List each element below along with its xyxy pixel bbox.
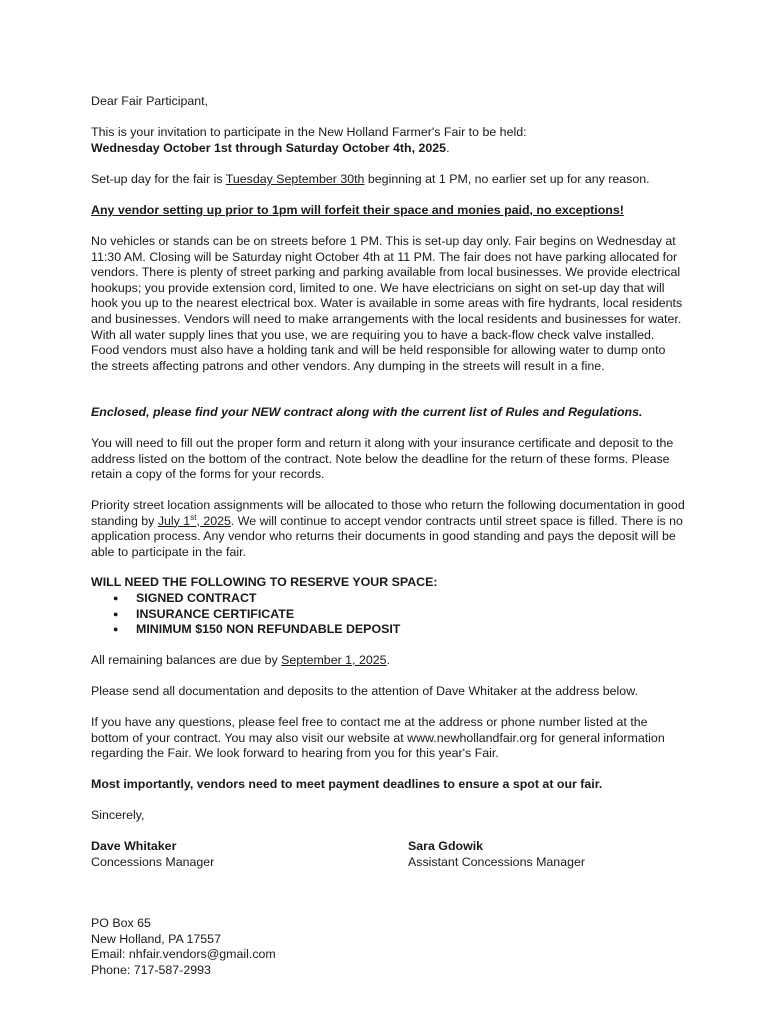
rules-paragraph: No vehicles or stands can be on streets before 1 PM. This is set-up day only. Fair begins on Wednesday at 11:30 AM. Closing will be Saturday night October 4th at 11 PM. The fair does not have parking allocated for vendors. There is plenty of street parking and parking available from local businesses. We provide electrical hookups; you provide extension cord, limited to one. We have electricians on sight on set-up day that will hook you up to the nearest electrical box. Water is available in some areas with fire hydrants, local residents and businesses. Vendors will need to make arrangements with the local residents and businesses for water. With all water supply lines that you use, we are requiring you to have a back-flow check valve installed. Food vendors must also have a holding tank and will be held responsible for allowing water to dump onto the streets affecting patrons and other vendors. Any dumping in the streets will result in a fine. [91,234,683,373]
reserve-heading: WILL NEED THE FOLLOWING TO RESERVE YOUR SPACE: [91,575,438,589]
contact-email: Email: nhfair.vendors@gmail.com [91,947,276,962]
intro-text: This is your invitation to participate in the New Holland Farmer's Fair to be held: [91,125,527,139]
send-documents: Please send all documentation and deposits to the attention of Dave Whitaker at the address below. [91,684,638,698]
priority-date-sup: st [190,512,197,522]
signature-block-right [408,839,585,870]
balance-date: September 1, 2025 [281,653,387,667]
po-box: PO Box 65 [91,916,151,930]
priority-pre: Priority street location assignments will be allocated to those who return the following documentation in good standing by [91,498,685,528]
signer-title: Concessions Manager [91,854,215,869]
contact-phone: Phone: 717-587-2993 [91,962,211,977]
balance-due-line [91,653,686,669]
balance-post: . [386,653,390,667]
form-paragraph: You will need to fill out the proper form and return it along with your insurance certificate and deposit to the address listed on the bottom of the contract. Note below the deadline for the return of these forms. Please retain a copy of the forms for your records. [91,436,674,482]
setup-date: Tuesday September 30th [225,172,365,186]
requirement-item: ● INSURANCE CERTIFICATE [91,607,686,623]
balance-pre: All remaining balances are due by [91,653,282,667]
priority-date-b: , 2025 [196,513,231,528]
payment-deadline-note: Most importantly, vendors need to meet payment deadlines to ensure a spot at our fair. [91,777,603,791]
priority-date-a: July 1 [157,513,191,528]
setup-pre: Set-up day for the fair is [91,172,226,186]
signature-block-left [91,839,214,870]
priority-paragraph [91,498,686,560]
signer-title: Assistant Concessions Manager [408,854,585,869]
closing: Sincerely, [91,808,145,822]
fair-dates-end: . [446,140,450,155]
city-state-zip: New Holland, PA 17557 [91,931,221,946]
greeting: Dear Fair Participant, [91,94,209,108]
forfeit-warning: Any vendor setting up prior to 1pm will forfeit their space and monies paid, no exceptions! [91,203,624,217]
questions-paragraph: If you have any questions, please feel free to contact me at the address or phone number listed at the bottom of your contract. You may also visit our website at www.newhollandfair.org for general information regarding the Fair. We look forward to hearing from you for this year's Fair. [91,715,665,761]
invitation-intro [91,125,686,156]
requirements-list [91,591,686,638]
mailing-address [91,916,276,978]
fair-dates: Wednesday October 1st through Saturday October 4th, 2025 [91,140,447,155]
signer-name: Sara Gdowik [408,839,484,853]
signer-name: Dave Whitaker [91,839,177,853]
priority-date [158,514,231,528]
enclosed-note: Enclosed, please find your NEW contract along with the current list of Rules and Regulations. [91,405,643,419]
priority-post: . We will continue to accept vendor contracts until street space is filled. There is no application process. Any vendor who returns their documents in good standing and pays the deposit will be able to participate in the fair. [91,513,683,559]
requirement-item: ● MINIMUM $150 NON REFUNDABLE DEPOSIT [91,622,686,638]
requirement-item: ● SIGNED CONTRACT [91,591,686,607]
setup-day-line [91,172,686,188]
setup-post: beginning at 1 PM, no earlier set up for any reason. [364,172,650,186]
